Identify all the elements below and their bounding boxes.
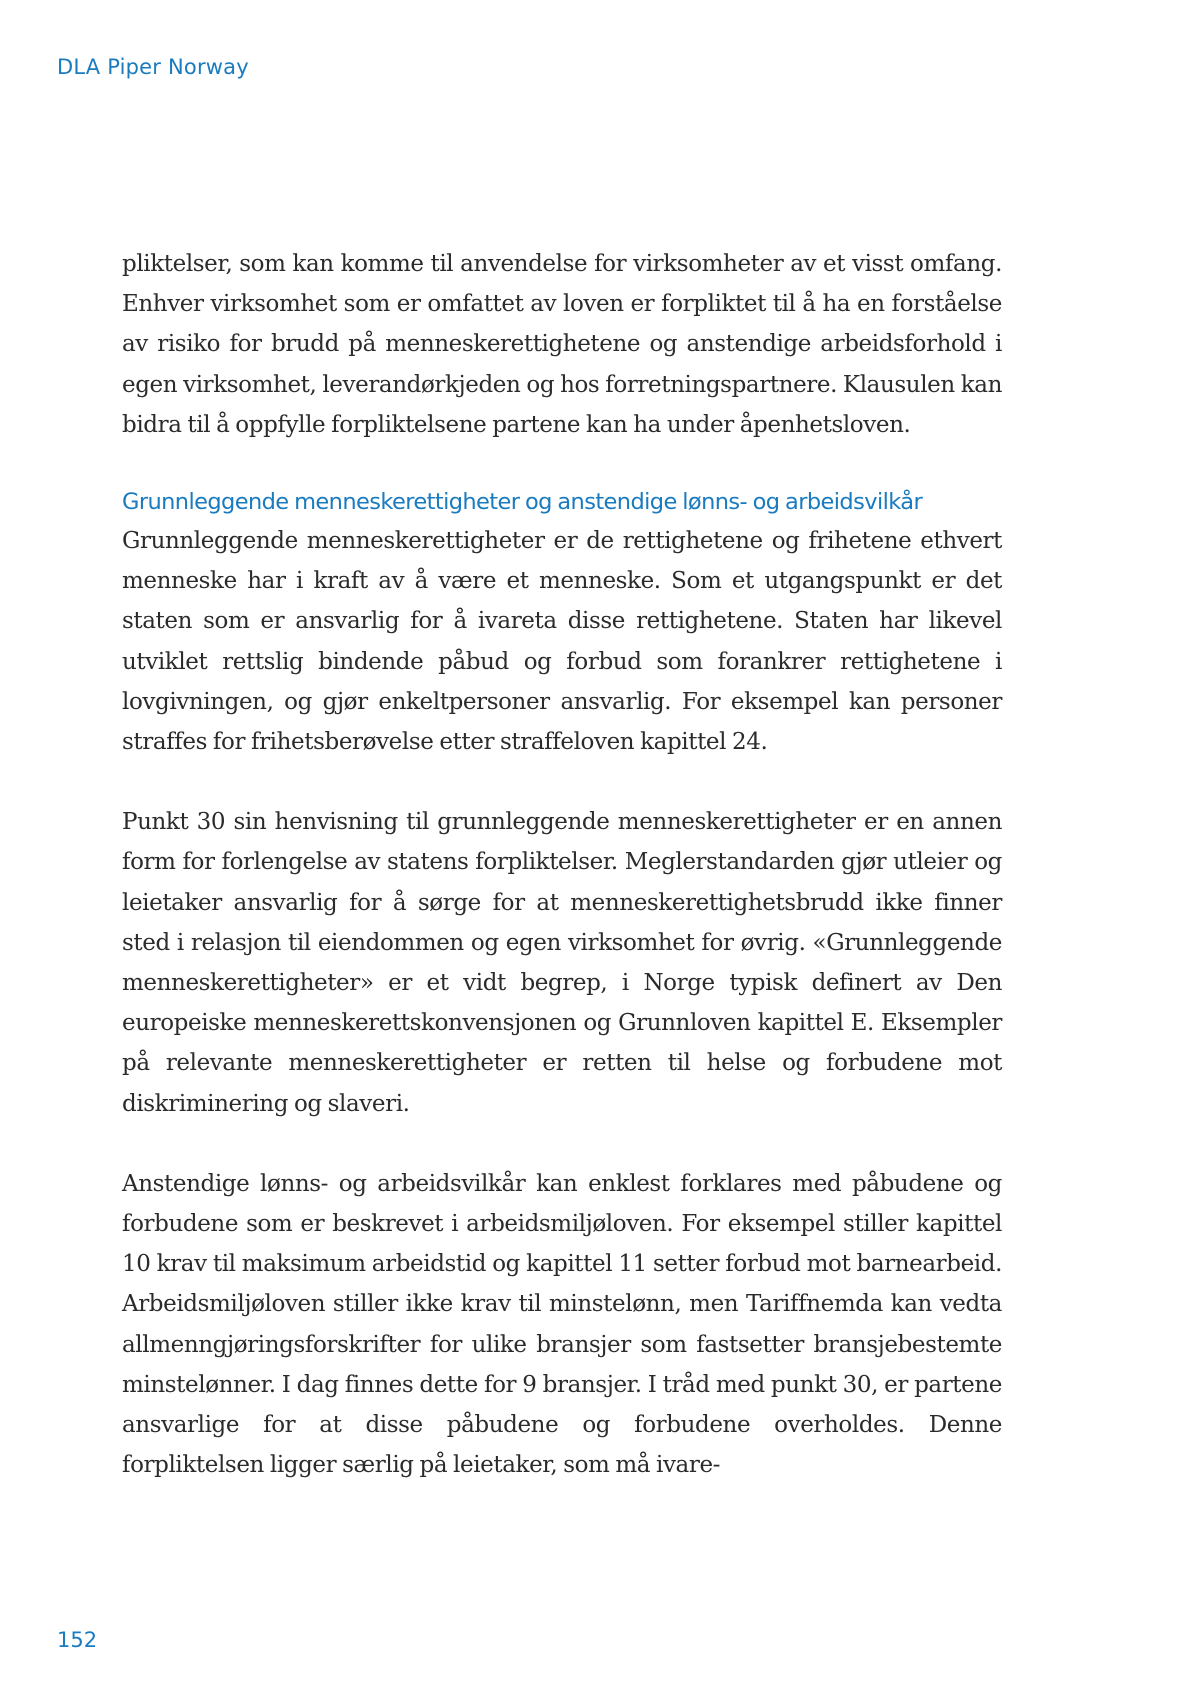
main-content (122, 244, 1002, 1485)
body-paragraph-1: pliktelser, som kan komme til anvendelse for virksomheter av et visst omfang. Enhver virksomhet som er omfattet av loven er forpliktet til å ha en forståelse av risiko for brudd på menneskerettighetene og anstendige arbeidsforhold i egen virksomhet, leverandørkjeden og hos forretningspartnere. Klausulen kan bidra til å oppfylle forpliktelsene partene kan ha under åpenhetsloven. (122, 251, 1002, 438)
running-header: DLA Piper Norway (57, 55, 249, 79)
section-heading: Grunnleggende menneskerettigheter og anstendige lønns- og arbeidsvilkår (122, 489, 923, 516)
page-number: 152 (57, 1628, 98, 1652)
body-paragraph-4: Anstendige lønns- og arbeidsvilkår kan enklest forklares med påbudene og forbudene som er beskrevet i arbeidsmiljøloven. For eksempel stiller kapittel 10 krav til maksimum arbeidstid og kapittel 11 setter forbud mot barnearbeid. Arbeidsmiljøloven stiller ikke krav til minstelønn, men Tariffnemda kan vedta allmenngjøringsforskrifter for ulike bransjer som fastsetter bransjebestemte minstelønner. I dag finnes dette for 9 bransjer. I tråd med punkt 30, er partene ansvarlige for at disse påbudene og forbudene overholdes. Denne forpliktelsen ligger særlig på leietaker, som må ivare- (122, 1170, 1002, 1479)
body-paragraph-2: Grunnleggende menneskerettigheter er de rettighetene og frihetene ethvert menneske har i kraft av å være et menneske. Som et utgangspunkt er det staten som er ansvarlig for å ivareta disse rettighetene. Staten har likevel utviklet rettslig bindende påbud og forbud som forankrer rettighetene i lovgivningen, og gjør enkeltpersoner ansvarlig. For eksempel kan personer straffes for frihetsberøvelse etter straffeloven kapittel 24. (122, 528, 1002, 756)
body-paragraph-3: Punkt 30 sin henvisning til grunnleggende menneskerettigheter er en annen form for forlengelse av statens forpliktelser. Meglerstandarden gjør utleier og leietaker ansvarlig for å sørge for at menneskerettighetsbrudd ikke finner sted i relasjon til eiendommen og egen virksomhet for øvrig. «Grunnleggende menneskerettigheter» er et vidt begrep, i Norge typisk definert av Den europeiske menneskerettskonvensjonen og Grunnloven kapittel E. Eksempler på relevante menneskerettigheter er retten til helse og forbudene mot diskriminering og slaveri. (122, 809, 1002, 1117)
